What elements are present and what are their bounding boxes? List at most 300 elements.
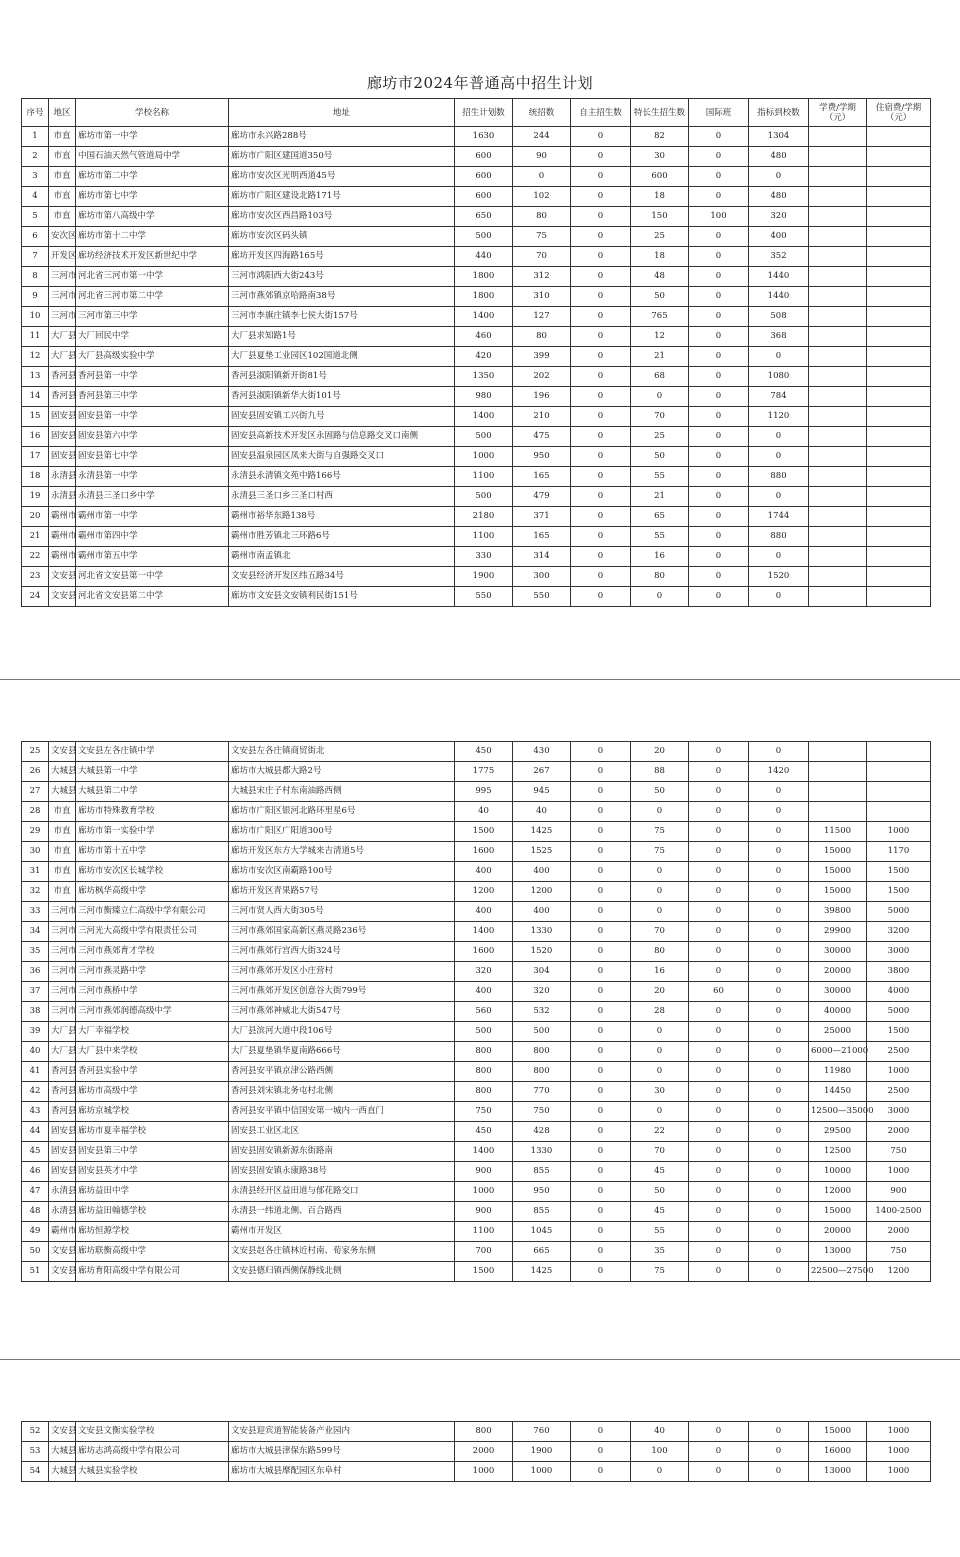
cell-address: 永清县三圣口乡三圣口村西 xyxy=(229,487,455,507)
cell-international: 0 xyxy=(689,1422,749,1442)
cell-independent: 0 xyxy=(571,1142,631,1162)
cell-specialty: 0 xyxy=(631,1042,689,1062)
cell-quota: 0 xyxy=(749,1102,809,1122)
cell-independent: 0 xyxy=(571,247,631,267)
cell-school: 固安县第一中学 xyxy=(76,407,229,427)
cell-unified: 267 xyxy=(513,762,571,782)
cell-school: 固安县第六中学 xyxy=(76,427,229,447)
cell-independent: 0 xyxy=(571,782,631,802)
cell-quota: 480 xyxy=(749,187,809,207)
cell-address: 廊坊市大城县津保东路599号 xyxy=(229,1442,455,1462)
cell-plan: 1000 xyxy=(455,1462,513,1482)
cell-independent: 0 xyxy=(571,1182,631,1202)
cell-index: 38 xyxy=(22,1002,49,1022)
cell-region: 固安县 xyxy=(49,427,76,447)
cell-international: 0 xyxy=(689,1142,749,1162)
cell-plan: 440 xyxy=(455,247,513,267)
cell-independent: 0 xyxy=(571,487,631,507)
cell-international: 0 xyxy=(689,547,749,567)
cell-tuition: 13000 xyxy=(809,1462,867,1482)
cell-tuition xyxy=(809,367,867,387)
cell-plan: 1100 xyxy=(455,467,513,487)
cell-address: 三河市贤人西大街305号 xyxy=(229,902,455,922)
cell-index: 30 xyxy=(22,842,49,862)
table-row xyxy=(22,1442,931,1462)
cell-index: 19 xyxy=(22,487,49,507)
cell-plan: 1350 xyxy=(455,367,513,387)
cell-region: 三河市 xyxy=(49,287,76,307)
cell-index: 35 xyxy=(22,942,49,962)
cell-school: 三河光大高级中学有限责任公司 xyxy=(76,922,229,942)
cell-tuition: 12500—35000 xyxy=(809,1102,867,1122)
cell-index: 53 xyxy=(22,1442,49,1462)
cell-quota: 0 xyxy=(749,842,809,862)
cell-address: 文安县经济开发区纬五路34号 xyxy=(229,567,455,587)
cell-international: 0 xyxy=(689,742,749,762)
cell-index: 50 xyxy=(22,1242,49,1262)
header-address: 地址 xyxy=(229,99,455,127)
cell-address: 三河市燕郊开发区创意谷大街799号 xyxy=(229,982,455,1002)
cell-specialty: 30 xyxy=(631,147,689,167)
cell-region: 大城县 xyxy=(49,1462,76,1482)
cell-region: 市直 xyxy=(49,147,76,167)
table-row xyxy=(22,1082,931,1102)
cell-unified: 202 xyxy=(513,367,571,387)
cell-international: 100 xyxy=(689,207,749,227)
cell-boarding xyxy=(867,227,931,247)
cell-tuition xyxy=(809,147,867,167)
table-row xyxy=(22,1022,931,1042)
cell-quota: 0 xyxy=(749,1022,809,1042)
table-row xyxy=(22,822,931,842)
table-row xyxy=(22,1142,931,1162)
table-row xyxy=(22,247,931,267)
enrollment-table-page-1 xyxy=(21,98,931,607)
cell-specialty: 40 xyxy=(631,1422,689,1442)
cell-region: 香河县 xyxy=(49,387,76,407)
cell-quota: 0 xyxy=(749,447,809,467)
cell-quota: 880 xyxy=(749,527,809,547)
cell-plan: 1400 xyxy=(455,1142,513,1162)
cell-unified: 428 xyxy=(513,1122,571,1142)
cell-specialty: 70 xyxy=(631,922,689,942)
cell-tuition xyxy=(809,207,867,227)
cell-unified: 0 xyxy=(513,167,571,187)
cell-school: 廊坊市第二中学 xyxy=(76,167,229,187)
cell-index: 7 xyxy=(22,247,49,267)
cell-school: 大厂回民中学 xyxy=(76,327,229,347)
cell-plan: 800 xyxy=(455,1042,513,1062)
cell-international: 0 xyxy=(689,247,749,267)
cell-international: 0 xyxy=(689,527,749,547)
cell-region: 市直 xyxy=(49,862,76,882)
cell-boarding: 1500 xyxy=(867,1022,931,1042)
cell-address: 廊坊开发区青果路57号 xyxy=(229,882,455,902)
cell-boarding xyxy=(867,742,931,762)
cell-independent: 0 xyxy=(571,127,631,147)
cell-plan: 800 xyxy=(455,1082,513,1102)
cell-school: 廊坊育阳高级中学有限公司 xyxy=(76,1262,229,1282)
cell-international: 0 xyxy=(689,467,749,487)
cell-index: 36 xyxy=(22,962,49,982)
cell-unified: 1330 xyxy=(513,1142,571,1162)
cell-quota: 1520 xyxy=(749,567,809,587)
cell-plan: 1600 xyxy=(455,842,513,862)
cell-international: 0 xyxy=(689,407,749,427)
cell-independent: 0 xyxy=(571,387,631,407)
table-row xyxy=(22,742,931,762)
cell-unified: 75 xyxy=(513,227,571,247)
cell-independent: 0 xyxy=(571,1202,631,1222)
cell-index: 12 xyxy=(22,347,49,367)
cell-specialty: 45 xyxy=(631,1162,689,1182)
table-row xyxy=(22,1062,931,1082)
cell-region: 香河县 xyxy=(49,1062,76,1082)
table-row xyxy=(22,902,931,922)
cell-independent: 0 xyxy=(571,942,631,962)
cell-independent: 0 xyxy=(571,587,631,607)
cell-independent: 0 xyxy=(571,267,631,287)
cell-unified: 945 xyxy=(513,782,571,802)
cell-region: 固安县 xyxy=(49,1142,76,1162)
header-school: 学校名称 xyxy=(76,99,229,127)
cell-unified: 800 xyxy=(513,1062,571,1082)
cell-tuition: 20000 xyxy=(809,962,867,982)
cell-plan: 550 xyxy=(455,587,513,607)
cell-index: 11 xyxy=(22,327,49,347)
cell-independent: 0 xyxy=(571,287,631,307)
cell-school: 廊坊市安次区长城学校 xyxy=(76,862,229,882)
cell-quota: 400 xyxy=(749,227,809,247)
cell-address: 香河县淑阳镇新华大街101号 xyxy=(229,387,455,407)
cell-region: 三河市 xyxy=(49,1002,76,1022)
cell-tuition: 13000 xyxy=(809,1242,867,1262)
cell-unified: 90 xyxy=(513,147,571,167)
cell-region: 文安县 xyxy=(49,1242,76,1262)
cell-index: 5 xyxy=(22,207,49,227)
cell-region: 大城县 xyxy=(49,782,76,802)
cell-international: 0 xyxy=(689,427,749,447)
cell-boarding xyxy=(867,387,931,407)
cell-quota: 0 xyxy=(749,1042,809,1062)
table-row xyxy=(22,427,931,447)
cell-index: 20 xyxy=(22,507,49,527)
cell-address: 大厂县夏垫镇华夏南路666号 xyxy=(229,1042,455,1062)
cell-independent: 0 xyxy=(571,922,631,942)
cell-tuition: 15000 xyxy=(809,862,867,882)
cell-address: 固安县工业区北区 xyxy=(229,1122,455,1142)
cell-tuition: 12000 xyxy=(809,1182,867,1202)
cell-independent: 0 xyxy=(571,762,631,782)
table-row xyxy=(22,842,931,862)
cell-region: 三河市 xyxy=(49,962,76,982)
cell-plan: 2180 xyxy=(455,507,513,527)
cell-unified: 70 xyxy=(513,247,571,267)
cell-quota: 0 xyxy=(749,167,809,187)
cell-index: 39 xyxy=(22,1022,49,1042)
cell-school: 三河市燕灵路中学 xyxy=(76,962,229,982)
cell-international: 0 xyxy=(689,267,749,287)
cell-quota: 0 xyxy=(749,862,809,882)
cell-international: 0 xyxy=(689,1122,749,1142)
table-row xyxy=(22,407,931,427)
cell-unified: 760 xyxy=(513,1422,571,1442)
cell-region: 市直 xyxy=(49,187,76,207)
cell-index: 31 xyxy=(22,862,49,882)
cell-boarding: 2500 xyxy=(867,1082,931,1102)
cell-specialty: 75 xyxy=(631,1262,689,1282)
cell-international: 0 xyxy=(689,1202,749,1222)
cell-school: 廊坊市第十五中学 xyxy=(76,842,229,862)
cell-specialty: 55 xyxy=(631,527,689,547)
cell-tuition: 29500 xyxy=(809,1122,867,1142)
cell-independent: 0 xyxy=(571,1462,631,1482)
cell-address: 廊坊市安次区光明西道45号 xyxy=(229,167,455,187)
table-row xyxy=(22,307,931,327)
cell-quota: 0 xyxy=(749,1062,809,1082)
cell-quota: 0 xyxy=(749,1422,809,1442)
cell-region: 大厂县 xyxy=(49,1042,76,1062)
cell-address: 永清县永清镇文苑中路166号 xyxy=(229,467,455,487)
cell-address: 霸州市南孟镇北 xyxy=(229,547,455,567)
cell-specialty: 765 xyxy=(631,307,689,327)
cell-school: 三河市燕郊育才学校 xyxy=(76,942,229,962)
table-row xyxy=(22,127,931,147)
cell-address: 廊坊市大城县都大路2号 xyxy=(229,762,455,782)
cell-index: 34 xyxy=(22,922,49,942)
table-row xyxy=(22,1102,931,1122)
cell-quota: 1744 xyxy=(749,507,809,527)
cell-address: 固安县固安镇工兴街九号 xyxy=(229,407,455,427)
cell-independent: 0 xyxy=(571,367,631,387)
header-boarding: 住宿费/学期（元） xyxy=(867,99,931,127)
cell-region: 三河市 xyxy=(49,267,76,287)
cell-boarding xyxy=(867,547,931,567)
cell-international: 0 xyxy=(689,942,749,962)
cell-international: 0 xyxy=(689,187,749,207)
cell-unified: 770 xyxy=(513,1082,571,1102)
cell-unified: 750 xyxy=(513,1102,571,1122)
cell-unified: 1000 xyxy=(513,1462,571,1482)
cell-tuition: 11980 xyxy=(809,1062,867,1082)
cell-unified: 244 xyxy=(513,127,571,147)
cell-index: 27 xyxy=(22,782,49,802)
cell-region: 文安县 xyxy=(49,742,76,762)
table-row xyxy=(22,287,931,307)
cell-plan: 500 xyxy=(455,1022,513,1042)
cell-independent: 0 xyxy=(571,1082,631,1102)
cell-boarding: 2000 xyxy=(867,1122,931,1142)
cell-international: 0 xyxy=(689,1462,749,1482)
cell-tuition: 29900 xyxy=(809,922,867,942)
cell-international: 0 xyxy=(689,1102,749,1122)
cell-plan: 560 xyxy=(455,1002,513,1022)
cell-index: 37 xyxy=(22,982,49,1002)
cell-specialty: 45 xyxy=(631,1202,689,1222)
table-row xyxy=(22,1162,931,1182)
cell-specialty: 16 xyxy=(631,962,689,982)
table-row xyxy=(22,147,931,167)
cell-address: 廊坊市广阳区广阳道300号 xyxy=(229,822,455,842)
cell-international: 0 xyxy=(689,307,749,327)
table-row xyxy=(22,347,931,367)
cell-tuition xyxy=(809,587,867,607)
cell-quota: 352 xyxy=(749,247,809,267)
cell-quota: 0 xyxy=(749,1122,809,1142)
table-row xyxy=(22,567,931,587)
cell-tuition xyxy=(809,762,867,782)
cell-tuition xyxy=(809,507,867,527)
cell-specialty: 28 xyxy=(631,1002,689,1022)
cell-index: 52 xyxy=(22,1422,49,1442)
cell-international: 0 xyxy=(689,1222,749,1242)
cell-international: 0 xyxy=(689,902,749,922)
cell-international: 0 xyxy=(689,147,749,167)
cell-boarding: 3200 xyxy=(867,922,931,942)
cell-school: 香河县实验中学 xyxy=(76,1062,229,1082)
cell-specialty: 82 xyxy=(631,127,689,147)
cell-international: 0 xyxy=(689,587,749,607)
header-international: 国际班 xyxy=(689,99,749,127)
cell-quota: 0 xyxy=(749,782,809,802)
cell-school: 廊坊志鸿高级中学有限公司 xyxy=(76,1442,229,1462)
cell-independent: 0 xyxy=(571,167,631,187)
cell-plan: 450 xyxy=(455,742,513,762)
cell-tuition xyxy=(809,267,867,287)
cell-unified: 500 xyxy=(513,1022,571,1042)
cell-quota: 784 xyxy=(749,387,809,407)
table-row xyxy=(22,1242,931,1262)
cell-international: 0 xyxy=(689,167,749,187)
cell-index: 13 xyxy=(22,367,49,387)
header-index: 序号 xyxy=(22,99,49,127)
cell-region: 固安县 xyxy=(49,1122,76,1142)
cell-region: 市直 xyxy=(49,127,76,147)
cell-specialty: 48 xyxy=(631,267,689,287)
cell-quota: 0 xyxy=(749,1242,809,1262)
cell-region: 市直 xyxy=(49,842,76,862)
cell-index: 46 xyxy=(22,1162,49,1182)
cell-unified: 310 xyxy=(513,287,571,307)
cell-region: 市直 xyxy=(49,882,76,902)
cell-specialty: 0 xyxy=(631,1062,689,1082)
cell-school: 固安县第七中学 xyxy=(76,447,229,467)
cell-index: 2 xyxy=(22,147,49,167)
table-row xyxy=(22,367,931,387)
cell-specialty: 75 xyxy=(631,842,689,862)
cell-unified: 300 xyxy=(513,567,571,587)
cell-address: 大城县宋庄子村东南油路西侧 xyxy=(229,782,455,802)
cell-plan: 800 xyxy=(455,1062,513,1082)
cell-quota: 320 xyxy=(749,207,809,227)
cell-plan: 650 xyxy=(455,207,513,227)
cell-region: 文安县 xyxy=(49,567,76,587)
cell-international: 0 xyxy=(689,227,749,247)
cell-address: 三河市燕郊镇京哈路南38号 xyxy=(229,287,455,307)
cell-address: 廊坊市广阳区银河北路环里星6号 xyxy=(229,802,455,822)
cell-specialty: 30 xyxy=(631,1082,689,1102)
cell-quota: 0 xyxy=(749,742,809,762)
cell-plan: 600 xyxy=(455,167,513,187)
cell-tuition xyxy=(809,327,867,347)
cell-quota: 1420 xyxy=(749,762,809,782)
header-specialty: 特长生招生数 xyxy=(631,99,689,127)
cell-international: 0 xyxy=(689,962,749,982)
cell-plan: 450 xyxy=(455,1122,513,1142)
cell-international: 0 xyxy=(689,1162,749,1182)
cell-school: 永清县三圣口乡中学 xyxy=(76,487,229,507)
cell-plan: 420 xyxy=(455,347,513,367)
cell-boarding xyxy=(867,407,931,427)
cell-plan: 600 xyxy=(455,187,513,207)
cell-unified: 400 xyxy=(513,862,571,882)
enrollment-table-page-3 xyxy=(21,1421,931,1482)
cell-address: 廊坊市安次区码头镇 xyxy=(229,227,455,247)
cell-independent: 0 xyxy=(571,882,631,902)
cell-region: 永清县 xyxy=(49,1202,76,1222)
cell-specialty: 25 xyxy=(631,227,689,247)
cell-address: 霸州市开发区 xyxy=(229,1222,455,1242)
cell-international: 0 xyxy=(689,1182,749,1202)
cell-tuition: 15000 xyxy=(809,1422,867,1442)
cell-specialty: 50 xyxy=(631,782,689,802)
cell-address: 廊坊市永兴路288号 xyxy=(229,127,455,147)
cell-address: 固安县高新技术开发区永固路与信息路交叉口南侧 xyxy=(229,427,455,447)
cell-tuition: 15000 xyxy=(809,842,867,862)
cell-specialty: 70 xyxy=(631,1142,689,1162)
cell-plan: 1000 xyxy=(455,447,513,467)
cell-school: 霸州市第四中学 xyxy=(76,527,229,547)
cell-address: 香河县淑阳镇新开街81号 xyxy=(229,367,455,387)
cell-school: 固安县英才中学 xyxy=(76,1162,229,1182)
cell-unified: 1520 xyxy=(513,942,571,962)
cell-index: 24 xyxy=(22,587,49,607)
cell-boarding xyxy=(867,287,931,307)
table-row xyxy=(22,1422,931,1442)
cell-specialty: 0 xyxy=(631,802,689,822)
cell-boarding xyxy=(867,427,931,447)
cell-quota: 0 xyxy=(749,922,809,942)
cell-international: 0 xyxy=(689,387,749,407)
cell-address: 三河市燕郊国家高新区燕灵路236号 xyxy=(229,922,455,942)
cell-index: 4 xyxy=(22,187,49,207)
cell-specialty: 0 xyxy=(631,1022,689,1042)
cell-unified: 210 xyxy=(513,407,571,427)
cell-tuition xyxy=(809,127,867,147)
cell-tuition xyxy=(809,547,867,567)
cell-index: 16 xyxy=(22,427,49,447)
cell-specialty: 55 xyxy=(631,1222,689,1242)
cell-international: 0 xyxy=(689,1082,749,1102)
table-row xyxy=(22,862,931,882)
cell-address: 文安县赵各庄镇林近村南、荀家务东侧 xyxy=(229,1242,455,1262)
cell-quota: 0 xyxy=(749,1142,809,1162)
enrollment-table-page-2 xyxy=(21,741,931,1282)
cell-independent: 0 xyxy=(571,527,631,547)
cell-index: 32 xyxy=(22,882,49,902)
cell-index: 14 xyxy=(22,387,49,407)
cell-school: 廊坊枫华高级中学 xyxy=(76,882,229,902)
table-row xyxy=(22,527,931,547)
cell-boarding xyxy=(867,567,931,587)
cell-quota: 1120 xyxy=(749,407,809,427)
cell-specialty: 68 xyxy=(631,367,689,387)
cell-index: 54 xyxy=(22,1462,49,1482)
cell-independent: 0 xyxy=(571,1442,631,1462)
cell-boarding xyxy=(867,527,931,547)
cell-region: 永清县 xyxy=(49,487,76,507)
cell-index: 51 xyxy=(22,1262,49,1282)
